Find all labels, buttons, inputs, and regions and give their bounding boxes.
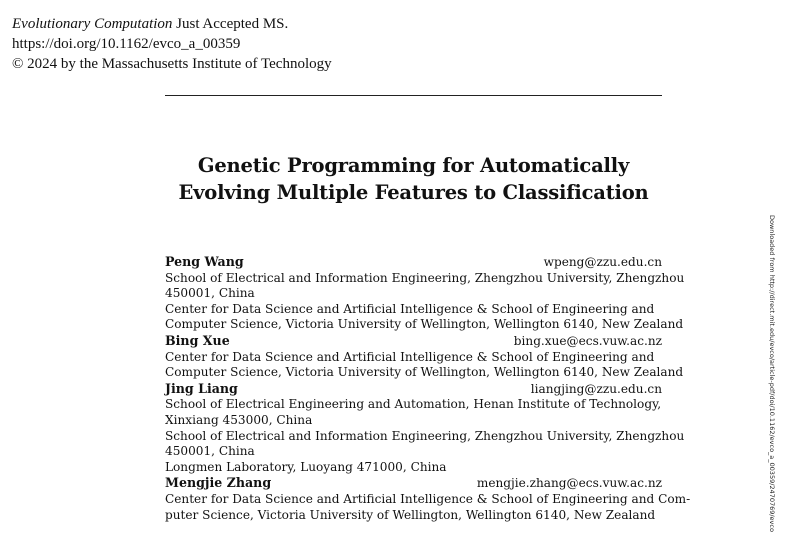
affiliation-line: Computer Science, Victoria University of Wellington, Wellington 6140, New Zealand	[165, 317, 684, 332]
author-email[interactable]: wpeng@zzu.edu.cn	[543, 255, 662, 269]
paper-title	[165, 152, 662, 206]
author-header	[165, 475, 662, 492]
author-header	[165, 333, 662, 350]
affiliation-line: Computer Science, Victoria University of Wellington, Wellington 6140, New Zealand	[165, 365, 684, 380]
affiliation-line: 450001, China	[165, 286, 255, 301]
accepted-status: Just Accepted MS.	[172, 16, 289, 32]
author-block	[165, 332, 684, 381]
affiliation-line: Xinxiang 453000, China	[165, 412, 313, 427]
author-name: Jing Liang	[165, 380, 238, 396]
affiliation-line: Center for Data Science and Artificial Intelligence & School of Engineering and	[165, 301, 655, 316]
title-line-1: Genetic Programming for Automatically	[197, 154, 630, 177]
author-name: Mengjie Zhang	[165, 475, 272, 491]
copyright-line: © 2024 by the Massachusetts Institute of Technology	[12, 56, 332, 72]
author-name: Peng Wang	[165, 254, 244, 269]
author-header	[165, 254, 662, 271]
affiliation-line: Center for Data Science and Artificial Intelligence & School of Engineering and Com-	[165, 491, 691, 506]
author-block	[165, 475, 691, 523]
affiliation-line: Center for Data Science and Artificial Intelligence & School of Engineering and	[165, 349, 655, 364]
journal-header	[12, 14, 332, 74]
affiliation-line: puter Science, Victoria University of Wellington, Wellington 6140, New Zealand	[165, 507, 656, 522]
affiliation-line: School of Electrical and Information Engineering, Zhengzhou University, Zhengzhou	[165, 428, 685, 443]
affiliation-line: School of Electrical and Information Engineering, Zhengzhou University, Zhengzhou	[165, 270, 685, 285]
author-name: Bing Xue	[165, 332, 230, 348]
journal-status-line	[12, 14, 332, 34]
header-rule	[165, 95, 662, 96]
author-list	[165, 254, 691, 523]
author-email[interactable]: bing.xue@ecs.vuw.ac.nz	[513, 333, 662, 348]
title-line-2: Evolving Multiple Features to Classification	[178, 181, 649, 204]
affiliation-line: 450001, China	[165, 444, 255, 459]
download-note: Downloaded from http://direct.mit.edu/evco/article-pdf/doi/10.1162/evco_a_00359/2470769/evco	[768, 215, 776, 532]
download-watermark	[766, 215, 778, 545]
doi-link[interactable]: https://doi.org/10.1162/evco_a_00359	[12, 36, 241, 52]
author-email[interactable]: liangjing@zzu.edu.cn	[530, 381, 662, 396]
journal-name: Evolutionary Computation	[12, 16, 173, 32]
author-block	[165, 380, 685, 476]
author-block	[165, 254, 685, 333]
author-header	[165, 381, 662, 398]
affiliation-line: Longmen Laboratory, Luoyang 471000, China	[165, 459, 447, 474]
author-email[interactable]: mengjie.zhang@ecs.vuw.ac.nz	[476, 476, 662, 491]
affiliation-line: School of Electrical Engineering and Automation, Henan Institute of Technology,	[165, 397, 662, 412]
